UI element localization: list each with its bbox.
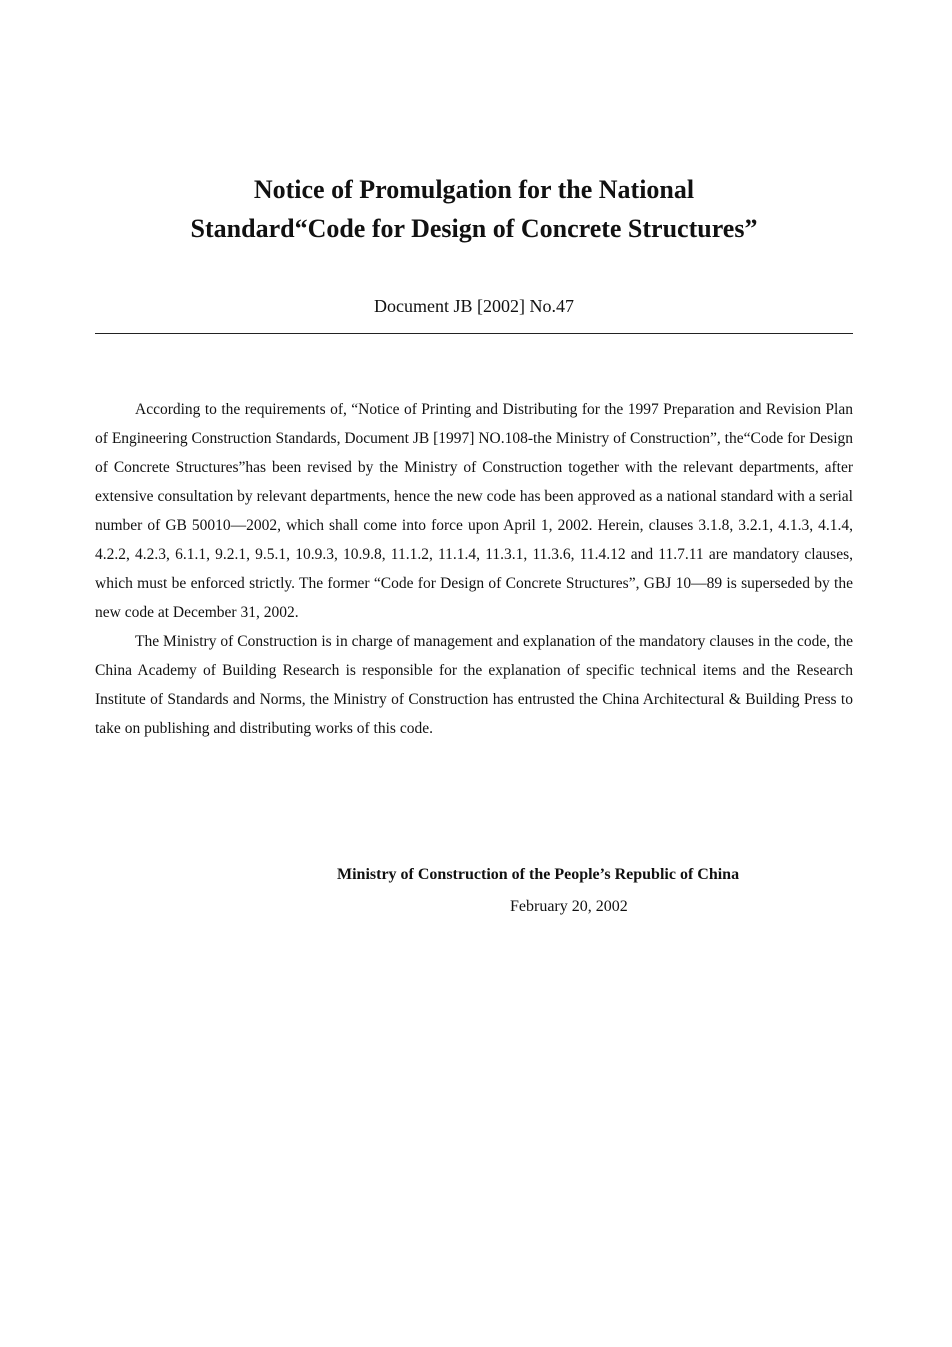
- notice-title: [95, 170, 853, 248]
- body-paragraph-1: According to the requirements of, “Notice of Printing and Distributing for the 1997 Preparation and Revision Plan of Engineering Construction Standards, Document JB [1997] NO.108-the Ministry of Construction”, the“Code for Design of Concrete Structures”has been revised by the Ministry of Construction together with the relevant departments, after extensive consultation by relevant departments, hence the new code has been approved as a national standard with a serial number of GB 50010—2002, which shall come into force upon April 1, 2002. Herein, clauses 3.1.8, 3.2.1, 4.1.3, 4.1.4, 4.2.2, 4.2.3, 6.1.1, 9.2.1, 9.5.1, 10.9.3, 10.9.8, 11.1.2, 11.1.4, 11.3.1, 11.3.6, 11.4.12 and 11.7.11 are mandatory clauses, which must be enforced strictly. The former “Code for Design of Concrete Structures”, GBJ 10—89 is superseded by the new code at December 31, 2002.: [95, 401, 853, 621]
- header-divider: [95, 333, 853, 334]
- issuing-organization: Ministry of Construction of the People’s Republic of China: [337, 866, 740, 883]
- body-paragraph-2: The Ministry of Construction is in charge of management and explanation of the mandatory clauses in the code, the China Academy of Building Research is responsible for the explanation of specific technical items and the Research Institute of Standards and Norms, the Ministry of Construction has entrusted the China Architectural & Building Press to take on publishing and distributing works of this code.: [95, 633, 853, 737]
- title-line-1: Notice of Promulgation for the National: [253, 175, 695, 204]
- issue-date: February 20, 2002: [510, 898, 628, 915]
- notice-body: [95, 395, 853, 743]
- document-number: Document JB [2002] No.47: [374, 296, 574, 316]
- signature-block: [95, 862, 853, 920]
- title-line-2: Standard“Code for Design of Concrete Structures”: [190, 214, 758, 243]
